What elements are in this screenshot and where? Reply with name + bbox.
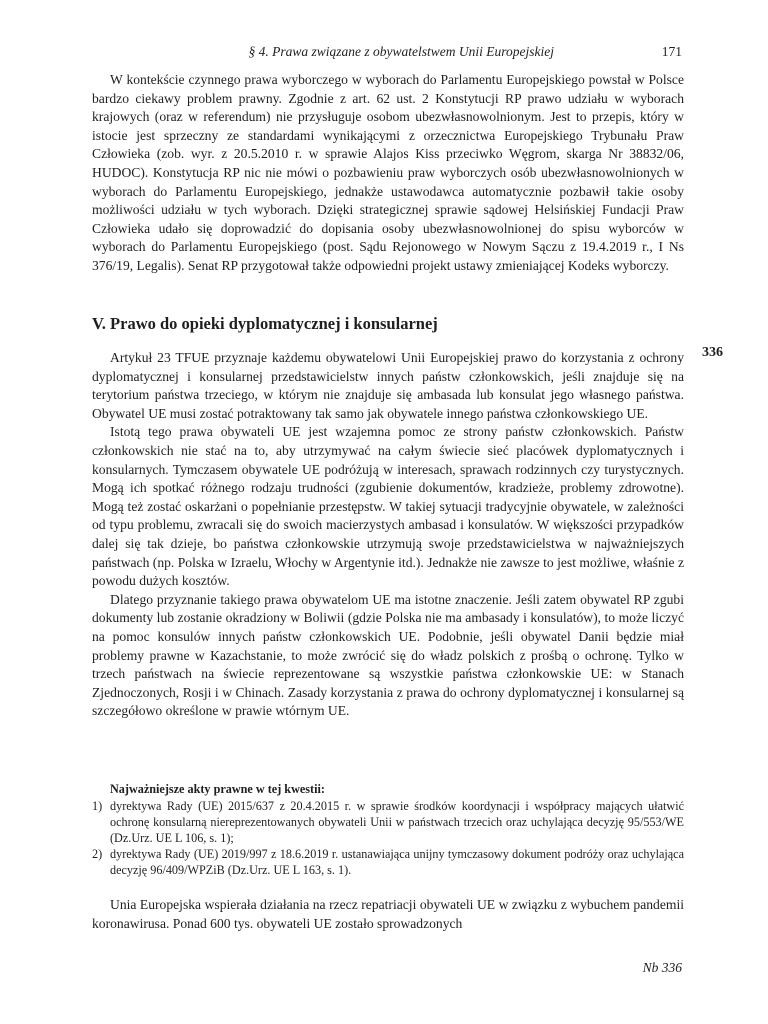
- chapter-title: § 4. Prawa związane z obywatelstwem Unii Europejskiej: [248, 44, 554, 59]
- intro-paragraph: W kontekście czynnego prawa wyborczego w wyborach do Parlamentu Europejskiego powstał w Polsce bardzo ciekawy problem prawny. Zgodnie z art. 62 ust. 2 Konstytucji RP prawo udziału w wyborach krajowych (oraz w referendum) nie przysługuje osobom ubezwłasnowolnionym. Jest to przepis, który w istocie jest sprzeczny ze standardami wynikającymi z orzecznictwa Europejskiego Trybunału Praw Człowieka (zob. wyr. z 20.5.2010 r. w sprawie Alajos Kiss przeciwko Węgrom, skarga Nr 38832/06, HUDOC). Konstytucja RP nic nie mówi o pozbawieniu praw wyborczych osób ubezwłasnowolnionych w wyborach do Parlamentu Europejskiego, jednakże ustawodawca automatycznie pozbawił takie osoby możliwości udziału w tych wyborach. Dzięki strategicznej sprawie sądowej Helsińskiej Fundacji Praw Człowieka udało się doprowadzić do dopisania osoby ubezwłasnowolnionej do spisu wyborców w wyborach do Parlamentu Europejskiego (post. Sądu Rejonowego w Nowym Sączu z 19.4.2019 r., I Ns 376/19, Legalis). Senat RP przygotował także odpowiedni projekt ustawy zmieniającej Kodeks wyborczy.: [92, 72, 684, 273]
- section-title: V. Prawo do opieki dyplomatycznej i konsularnej: [92, 314, 438, 333]
- legal-act-text: dyrektywa Rady (UE) 2019/997 z 18.6.2019 r. ustanawiająca unijny tymczasowy dokument podróży oraz uchylająca decyzję 96/409/WPZiB (Dz.Urz. UE L 163, s. 1).: [110, 847, 684, 877]
- margin-number: 336: [702, 345, 723, 360]
- legal-act-number: 1): [92, 799, 103, 813]
- closing-paragraph: Unia Europejska wspierała działania na rzecz repatriacji obywateli UE w związku z wybuchem pandemii koronawirusa. Ponad 600 tys. obywateli UE zostało sprowadzonych: [92, 897, 684, 931]
- legal-act-item: [92, 798, 684, 846]
- legal-acts-heading: Najważniejsze akty prawne w tej kwestii:: [110, 782, 325, 796]
- section-paragraph: Artykuł 23 TFUE przyznaje każdemu obywatelowi Unii Europejskiej prawo do korzystania z ochrony dyplomatycznej i konsularnej przedstawicielstw innych państw członkowskich, jeśli znajduje się na terytorium państwa trzeciego, w którym nie znajduje się ambasada lub konsulat jego własnego państwa. Obywatel UE musi zostać potraktowany tak samo jak obywatele innego państwa członkowskiego UE.: [92, 350, 684, 421]
- legal-acts-box: [92, 781, 684, 878]
- closing-paragraph-block: [92, 896, 684, 933]
- legal-act-text: dyrektywa Rady (UE) 2015/637 z 20.4.2015 r. w sprawie środków koordynacji i współpracy mających ułatwić ochronę konsularną niereprezentowanych obywateli Unii w państwach trzecich oraz uchylająca decyzję 95/553/WE (Dz.Urz. UE L 106, s. 1);: [110, 799, 684, 845]
- section-body: [92, 349, 684, 721]
- section-paragraph: Dlatego przyznanie takiego prawa obywatelom UE ma istotne znaczenie. Jeśli zatem obywatel RP zgubi dokumenty lub zostanie okradziony w Boliwii (gdzie Polska nie ma ambasady i konsulatów), to może liczyć na pomoc konsulów innych państw członkowskich UE. Podobnie, jeśli obywatel Danii będzie miał problemy prawne w Kazachstanie, to może zwrócić się do władz polskich z prośbą o ochronę. Tylko w trzech państwach na świecie reprezentowane są wszystkie państwa członkowskie UE: w Stanach Zjednoczonych, Rosji i w Chinach. Zasady korzystania z prawa do ochrony dyplomatycznej i konsularnej są szczegółowo określone w prawie wtórnym UE.: [92, 591, 684, 719]
- footer-margin-ref: Nb 336: [642, 960, 682, 975]
- legal-act-item: [92, 846, 684, 878]
- intro-paragraph-block: [92, 71, 684, 276]
- running-header: [92, 44, 684, 66]
- legal-act-number: 2): [92, 847, 103, 861]
- page-number: 171: [661, 44, 682, 59]
- section-paragraph: Istotą tego prawa obywateli UE jest wzajemna pomoc ze strony państw członkowskich. Państw członkowskich nie stać na to, aby utrzymywać na całym świecie sieć placówek dyplomatycznych i konsularnych. Tymczasem obywatele UE podróżują w interesach, sprawach rodzinnych czy turystycznych. Mogą ich spotkać różnego rodzaju trudności (zgubienie dokumentów, kradzieże, problemy zdrowotne). Mogą też zostać oskarżani o popełnianie przestępstw. W takiej sytuacji tradycyjnie obywatele, w zależności od typu problemu, zwracali się do swoich macierzystych ambasad i konsulatów. W większości przypadków dalej się tak dzieje, bo państwa członkowskie utrzymują swoje przedstawicielstwa w najważniejszych państwach (np. Polska w Izraelu, Włochy w Argentynie itd.). Jednakże nie zawsze to jest możliwe, właśnie z powodu dużych kosztów.: [92, 424, 684, 589]
